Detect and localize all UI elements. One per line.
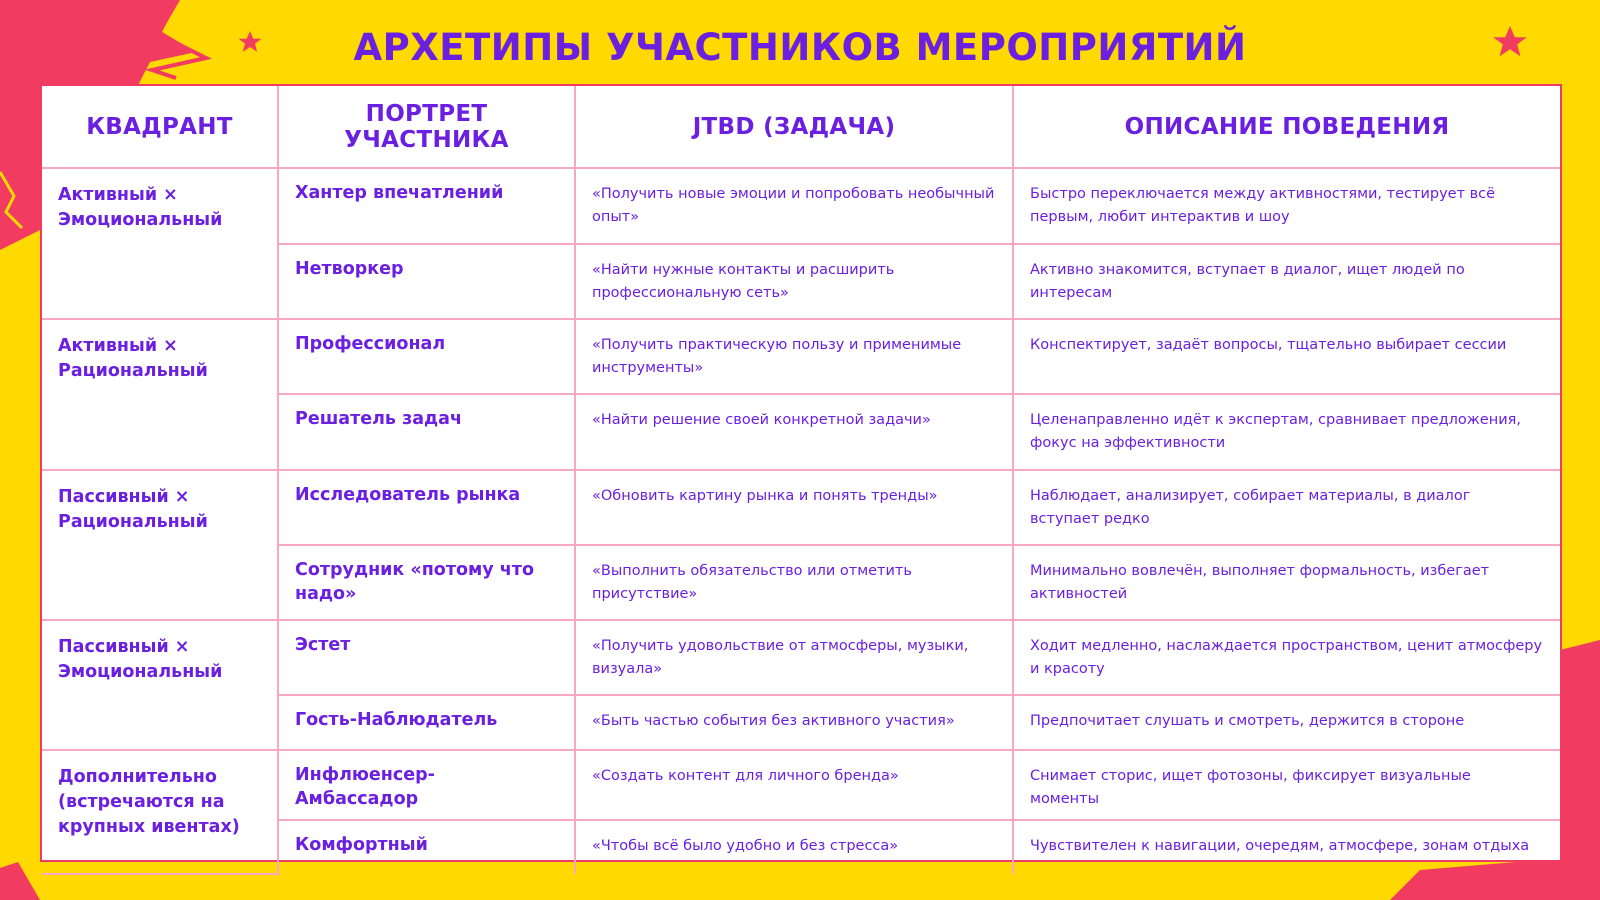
column-header-behavior: ОПИСАНИЕ ПОВЕДЕНИЯ — [1013, 86, 1560, 168]
table-row — [42, 319, 1560, 394]
jtbd-cell: «Быть частью события без активного участия» — [575, 695, 1013, 750]
portrait-cell: Исследователь рынка — [278, 470, 575, 545]
column-header-jtbd: JTBD (ЗАДАЧА) — [575, 86, 1013, 168]
portrait-cell: Профессионал — [278, 319, 575, 394]
behavior-cell: Минимально вовлечён, выполняет формальность, избегает активностей — [1013, 545, 1560, 620]
table-row — [42, 620, 1560, 695]
portrait-cell: Сотрудник «потому что надо» — [278, 545, 575, 620]
behavior-cell: Предпочитает слушать и смотреть, держится в стороне — [1013, 695, 1560, 750]
jtbd-cell: «Получить удовольствие от атмосферы, музыки, визуала» — [575, 620, 1013, 695]
jtbd-cell: «Получить практическую пользу и применимые инструменты» — [575, 319, 1013, 394]
jtbd-cell: «Чтобы всё было удобно и без стресса» — [575, 820, 1013, 874]
behavior-cell: Целенаправленно идёт к экспертам, сравнивает предложения, фокус на эффективности — [1013, 394, 1560, 470]
portrait-cell: Нетворкер — [278, 244, 575, 319]
behavior-cell: Чувствителен к навигации, очередям, атмосфере, зонам отдыха — [1013, 820, 1560, 874]
table-row — [42, 168, 1560, 244]
quadrant-cell: Дополнительно (встречаются на крупных ивентах) — [42, 750, 278, 874]
table-header-row — [42, 86, 1560, 168]
column-header-quadrant: КВАДРАНТ — [42, 86, 278, 168]
portrait-cell: Решатель задач — [278, 394, 575, 470]
table-row — [42, 750, 1560, 820]
jtbd-cell: «Найти нужные контакты и расширить профессиональную сеть» — [575, 244, 1013, 319]
jtbd-cell: «Найти решение своей конкретной задачи» — [575, 394, 1013, 470]
page-title: АРХЕТИПЫ УЧАСТНИКОВ МЕРОПРИЯТИЙ — [353, 26, 1247, 69]
portrait-cell: Гость-Наблюдатель — [278, 695, 575, 750]
behavior-cell: Быстро переключается между активностями, тестирует всё первым, любит интерактив и шоу — [1013, 168, 1560, 244]
jtbd-cell: «Выполнить обязательство или отметить присутствие» — [575, 545, 1013, 620]
behavior-cell: Наблюдает, анализирует, собирает материалы, в диалог вступает редко — [1013, 470, 1560, 545]
red-corner-bottom-left — [0, 862, 40, 900]
portrait-cell: Инфлюенсер-Амбассадор — [278, 750, 575, 820]
table-row — [42, 470, 1560, 545]
portrait-cell: Комфортный — [278, 820, 575, 874]
quadrant-cell: Пассивный × Рациональный — [42, 470, 278, 620]
behavior-cell: Ходит медленно, наслаждается пространством, ценит атмосферу и красоту — [1013, 620, 1560, 695]
archetypes-table — [42, 86, 1560, 875]
portrait-cell: Хантер впечатлений — [278, 168, 575, 244]
jtbd-cell: «Создать контент для личного бренда» — [575, 750, 1013, 820]
behavior-cell: Активно знакомится, вступает в диалог, ищет людей по интересам — [1013, 244, 1560, 319]
behavior-cell: Конспектирует, задаёт вопросы, тщательно выбирает сессии — [1013, 319, 1560, 394]
portrait-cell: Эстет — [278, 620, 575, 695]
quadrant-cell: Активный × Рациональный — [42, 319, 278, 470]
behavior-cell: Снимает сторис, ищет фотозоны, фиксирует визуальные моменты — [1013, 750, 1560, 820]
quadrant-cell: Активный × Эмоциональный — [42, 168, 278, 319]
jtbd-cell: «Получить новые эмоции и попробовать необычный опыт» — [575, 168, 1013, 244]
archetypes-table-panel — [40, 84, 1562, 862]
jtbd-cell: «Обновить картину рынка и понять тренды» — [575, 470, 1013, 545]
column-header-portrait: ПОРТРЕТ УЧАСТНИКА — [278, 86, 575, 168]
quadrant-cell: Пассивный × Эмоциональный — [42, 620, 278, 750]
